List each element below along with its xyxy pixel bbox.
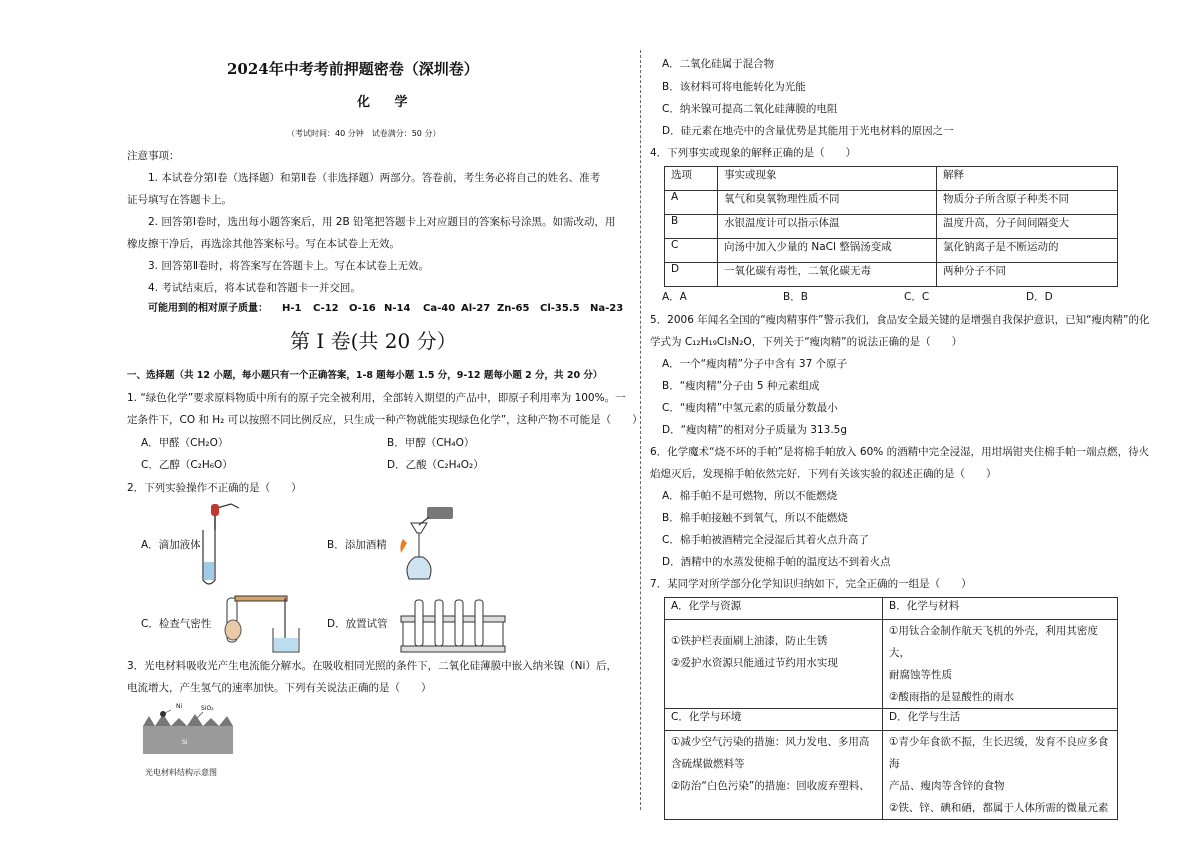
notes-item: 证号填写在答题卡上。: [127, 194, 232, 206]
q1-option: C．乙醇（C₂H₆O）: [141, 459, 233, 471]
q5-stem: 学式为 C₁₂H₁₉Cl₃N₂O，下列关于“瘦肉精”的说法正确的是（ ）: [650, 336, 963, 348]
q5-stem: 5．2006 年闻名全国的“瘦肉精事件”警示我们，食品安全最关键的是增强自我保护意识，已知“瘦肉精”的化: [650, 314, 1150, 326]
q6-option: D．酒精中的水蒸发使棉手帕的温度达不到着火点: [662, 556, 891, 568]
q6-option: B．棉手帕接触不到氧气，所以不能燃烧: [662, 512, 848, 524]
table-header-row: [665, 167, 1118, 191]
table-header: A．化学与资源: [665, 598, 883, 620]
atomic-mass: H-1: [282, 303, 302, 314]
q6-stem: 6．化学魔术“烧不坏的手帕”是将棉手帕放入 60% 的酒精中完全浸湿，用坩埚钳夹住棉手帕一端点燃，待火: [650, 446, 1150, 458]
table-row: [665, 239, 1118, 263]
q7-table: [664, 597, 1118, 820]
table-row: [665, 215, 1118, 239]
q2-option: C．检查气密性: [141, 618, 212, 630]
atomic-mass: Zn-65: [497, 303, 530, 314]
cell-line: ①减少空气污染的措施：风力发电、多用高: [671, 736, 870, 748]
table-header: 事实或现象: [718, 167, 937, 191]
q4-option: C．C: [904, 291, 930, 303]
subject-title: 化 学: [357, 95, 418, 110]
figure-label-sio2: SiO₂: [201, 705, 214, 712]
table-row: [665, 709, 1118, 731]
atomic-mass: N-14: [384, 303, 411, 314]
cell-line: ②防治“白色污染”的措施：回收废弃塑料、: [671, 780, 870, 792]
table-row: [665, 598, 1118, 620]
table-cell: 物质分子所含原子种类不同: [937, 191, 1118, 215]
notes-item: 1. 本试卷分第Ⅰ卷（选择题）和第Ⅱ卷（非选择题）两部分。答卷前，考生务必将自己的姓名、准考: [148, 172, 601, 184]
table-row: [665, 191, 1118, 215]
table-cell: 氯化钠离子是不断运动的: [937, 239, 1118, 263]
q3-option: C．纳米镍可提高二氧化硅薄膜的电阻: [662, 103, 838, 115]
atomic-mass: C-12: [313, 303, 339, 314]
q4-stem: 4．下列事实或现象的解释正确的是（ ）: [650, 147, 857, 159]
exam-info: （考试时间：40 分钟 试卷满分：50 分）: [287, 129, 441, 138]
q1-stem: 1. “绿色化学”要求原料物质中所有的原子完全被利用，全部转入期望的产品中，即原子利用率为 100%。一: [127, 392, 626, 404]
notes-item: 4. 考试结束后，将本试卷和答题卡一并交回。: [148, 282, 361, 294]
q7-stem: 7．某同学对所学部分化学知识归纳如下，完全正确的一组是（ ）: [650, 578, 972, 590]
cell-line: ②爱护水资源只能通过节约用水实现: [671, 657, 838, 669]
q3-option: A．二氧化硅属于混合物: [662, 58, 775, 70]
table-cell: A: [665, 191, 718, 215]
q3-option: D．硅元素在地壳中的含量优势是其能用于光电材料的原因之一: [662, 125, 954, 137]
table-cell: 向汤中加入少量的 NaCl 整锅汤变咸: [718, 239, 937, 263]
atomic-mass: Cl-35.5: [540, 303, 580, 314]
table-cell: [665, 731, 883, 820]
paper-title: 2024年中考考前押题密卷（深圳卷）: [227, 60, 479, 78]
table-header: 解释: [937, 167, 1118, 191]
table-row: [665, 620, 1118, 709]
q2-option: A．滴加液体: [141, 539, 201, 551]
q5-option: B．“瘦肉精”分子由 5 种元素组成: [662, 380, 820, 392]
table-header: 选项: [665, 167, 718, 191]
section-title: 第 I 卷(共 20 分）: [290, 329, 457, 353]
q5-option: A．一个“瘦肉精”分子中含有 37 个原子: [662, 358, 848, 370]
table-row: [665, 263, 1118, 287]
q4-option: B．B: [783, 291, 808, 303]
figure-label-ni: Ni: [176, 703, 183, 710]
table-cell: D: [665, 263, 718, 287]
atomic-masses-label: 可能用到的相对原子质量：: [148, 303, 268, 314]
atomic-mass: Ca-40: [423, 303, 456, 314]
table-cell: [665, 620, 883, 709]
q5-option: C．“瘦肉精”中氢元素的质量分数最小: [662, 402, 838, 414]
cell-line: ②铁、锌、碘和硒，都属于人体所需的微量元素: [889, 802, 1109, 814]
alcohol-lamp-illustration: [389, 505, 461, 585]
table-cell: B: [665, 215, 718, 239]
table-cell: 水银温度计可以指示体温: [718, 215, 937, 239]
cell-line: ②酸雨指的是显酸性的雨水: [889, 691, 1014, 703]
notes-heading: 注意事项：: [127, 150, 180, 162]
table-cell: C: [665, 239, 718, 263]
cell-line: 产品、瘦肉等含锌的食物: [889, 780, 1005, 792]
table-cell: [883, 620, 1118, 709]
q1-option: D．乙酸（C₂H₄O₂）: [387, 459, 484, 471]
figure-caption: 光电材料结构示意图: [145, 768, 217, 777]
q2-stem: 2．下列实验操作不正确的是（ ）: [127, 482, 302, 494]
photoelectric-structure-diagram: [143, 704, 233, 756]
q6-stem: 焰熄灭后，发现棉手帕依然完好．下列有关该实验的叙述正确的是（ ）: [650, 468, 997, 480]
table-header: D．化学与生活: [883, 709, 1118, 731]
table-cell: 一氧化碳有毒性，二氧化碳无毒: [718, 263, 937, 287]
dropper-illustration: [193, 502, 241, 588]
test-tube-rack-illustration: [391, 594, 511, 656]
cell-line: 含硫煤做燃料等: [671, 758, 745, 770]
cell-line: ①青少年食欲不振，生长迟缓，发育不良应多食海: [889, 736, 1109, 770]
q3-option: B．该材料可将电能转化为光能: [662, 81, 806, 93]
cell-line: ①铁护栏表面刷上油漆，防止生锈: [671, 635, 828, 647]
table-header: B．化学与材料: [883, 598, 1118, 620]
cell-line: ①用钛合金制作航天飞机的外壳，利用其密度大，: [889, 625, 1098, 659]
notes-item: 3. 回答第Ⅱ卷时，将答案写在答题卡上。写在本试卷上无效。: [148, 260, 430, 272]
table-cell: 氧气和臭氧物理性质不同: [718, 191, 937, 215]
figure-label-si: Si: [182, 739, 188, 746]
atomic-mass: O-16: [349, 303, 376, 314]
q5-option: D．“瘦肉精”的相对分子质量为 313.5g: [662, 424, 848, 436]
q1-option: A．甲醛（CH₂O）: [141, 437, 229, 449]
q3-stem: 3．光电材料吸收光产生电流能分解水。在吸收相同光照的条件下，二氧化硅薄膜中嵌入纳米镍（Ni）后，: [127, 660, 617, 672]
airtight-check-illustration: [221, 590, 303, 660]
table-header: C．化学与环境: [665, 709, 883, 731]
q6-option: A．棉手帕不是可燃物，所以不能燃烧: [662, 490, 838, 502]
table-cell: [883, 731, 1118, 820]
q1-stem: 定条件下，CO 和 H₂ 可以按照不同比例反应，只生成一种产物就能实现绿色化学”，这种产物不可能是（ ）: [127, 414, 643, 426]
notes-item: 橡皮擦干净后，再选涂其他答案标号。写在本试卷上无效。: [127, 238, 400, 250]
q4-option: D．D: [1026, 291, 1053, 303]
atomic-mass: Na-23: [590, 303, 624, 314]
cell-line: 耐腐蚀等性质: [889, 669, 952, 681]
q4-option: A．A: [662, 291, 687, 303]
q6-option: C．棉手帕被酒精完全浸湿后其着火点升高了: [662, 534, 869, 546]
table-row: [665, 731, 1118, 820]
atomic-mass: Al-27: [461, 303, 491, 314]
q2-option: D．放置试管: [327, 618, 388, 630]
table-cell: 两种分子不同: [937, 263, 1118, 287]
column-divider: [640, 50, 641, 810]
q2-option: B．添加酒精: [327, 539, 387, 551]
table-cell: 温度升高，分子间间隔变大: [937, 215, 1118, 239]
q4-table: [664, 166, 1118, 287]
section-instruction: 一、选择题（共 12 小题，每小题只有一个正确答案，1-8 题每小题 1.5 分，9-12 题每小题 2 分，共 20 分）: [127, 370, 603, 381]
notes-item: 2. 回答第Ⅰ卷时，选出每小题答案后，用 2B 铅笔把答题卡上对应题目的答案标号涂黑。如需改动，用: [148, 216, 616, 228]
q1-option: B．甲醇（CH₄O）: [387, 437, 475, 449]
q3-stem: 电流增大，产生氢气的速率加快。下列有关说法正确的是（ ）: [127, 682, 432, 694]
